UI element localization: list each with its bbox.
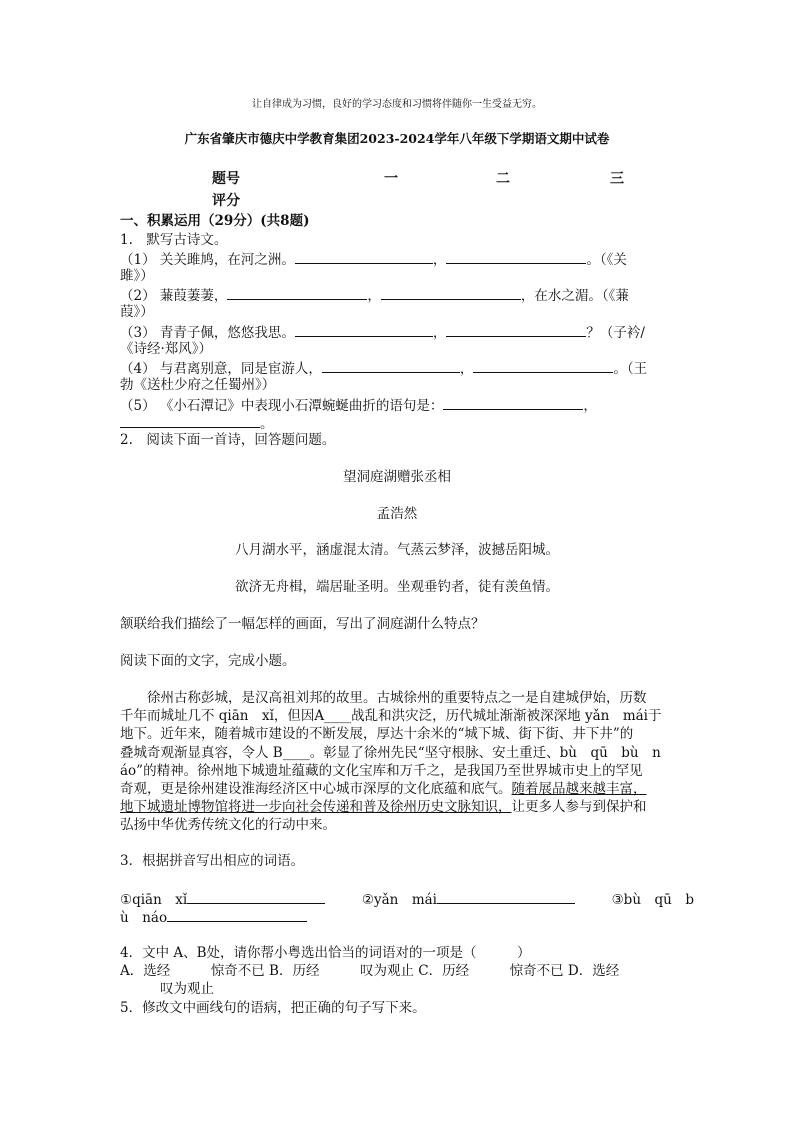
q1-item-5: （5） 《小石潭记》中表现小石潭蜿蜒曲折的语句是： ， <box>120 395 597 415</box>
answer-blank[interactable] <box>381 285 521 300</box>
passage-line: áo”的精神。徐州地下城遗址蕴藏的文化宝库和万千之，是我国乃至世界城市史上的罕见 <box>120 762 643 779</box>
answer-blank[interactable] <box>295 249 433 264</box>
q4-options: A．选经 惊奇不已 B．历经 叹为观止 C．历经 惊奇不已 D．选经 <box>120 963 620 979</box>
q3-items: ①qiān xǐ ②yǎn mái ③bù qū b <box>120 889 694 909</box>
score-row-label-2: 评分 <box>212 193 240 209</box>
answer-blank[interactable] <box>295 322 433 337</box>
q1-item-3: （3） 青青子佩，悠悠我思。 ， ？（子衿/ <box>120 322 645 342</box>
q1-item-1: （1） 关关雎鸠，在河之洲。 ， 。（《关 <box>120 249 627 269</box>
q1-item-2: （2） 蒹葭萋萋， ， ，在水之湄。（《蒹 <box>120 285 629 305</box>
score-col-2: 二 <box>496 171 510 187</box>
passage-line: 地下城遗址博物馆将进一步向社会传递和普及徐州历史文脉知识，让更多人参与到保护和 <box>120 799 647 816</box>
q2-stem: 2. 阅读下面一首诗，回答题问题。 <box>120 432 336 448</box>
answer-blank[interactable] <box>443 395 583 410</box>
poem-author: 孟浩然 <box>376 506 418 522</box>
q4-stem: 4．文中 A、B处，请你帮小粤选出恰当的词语对的一项是（ ） <box>120 945 531 961</box>
q1-item-3-cont: 《诗经·郑风》） <box>120 341 213 357</box>
score-row-label: 题号 <box>212 171 240 187</box>
motto: 让自律成为习惯，良好的学习态度和习惯将伴随你一生受益无穷。 <box>252 99 542 110</box>
q5-stem: 5．修改文中画线句的语病，把正确的句子写下来。 <box>120 1000 426 1016</box>
q1-item-4-cont: 勃《送杜少府之任蜀州》） <box>120 377 276 393</box>
passage-line: 徐州古称彭城，是汉高祖刘邦的故里。古城徐州的重要特点之一是自建城伊始，历数 <box>120 690 647 706</box>
poem-line-2: 欲济无舟楫，端居耻圣明。坐观垂钓者，徒有羡鱼情。 <box>235 579 559 595</box>
reading-intro: 阅读下面的文字，完成小题。 <box>120 653 296 669</box>
underlined-sentence: 随着展品越来越丰富， <box>511 781 647 798</box>
q4-options-cont: 叹为观止 <box>160 981 214 997</box>
q1-stem: 1. 默写古诗文。 <box>120 232 228 248</box>
answer-blank[interactable] <box>120 413 260 428</box>
poem-line-1: 八月湖水平，涵虚混太清。气蒸云梦泽，波撼岳阳城。 <box>235 542 559 558</box>
q3-stem: 3．根据拼音写出相应的词语。 <box>120 853 305 869</box>
q1-item-4: （4） 与君离别意，同是宦游人， ， 。（王 <box>120 358 647 378</box>
answer-blank[interactable] <box>227 285 367 300</box>
poem-title: 望洞庭湖赠张丞相 <box>343 469 451 485</box>
passage-line: 叠城奇观渐显真容，令人 B____。彰显了徐州先民“坚守根脉、安土重迁、bù qū bù n <box>120 744 661 761</box>
answer-blank[interactable] <box>473 358 613 373</box>
answer-blank[interactable] <box>322 358 460 373</box>
passage-line: 弘扬中华优秀传统文化的行动中来。 <box>120 817 336 834</box>
answer-blank[interactable] <box>446 249 586 264</box>
answer-blank[interactable] <box>446 322 586 337</box>
q1-item-1-cont: 雎》） <box>120 268 154 284</box>
answer-blank[interactable] <box>167 907 307 922</box>
q1-item-2-cont: 葭》） <box>120 304 154 320</box>
answer-blank[interactable] <box>437 889 575 904</box>
reading-passage <box>120 689 676 835</box>
passage-line: 千年而城址几不 qiān xǐ，但因A____战乱和洪灾泛，历代城址渐渐被深深地 yǎn mái于 <box>120 708 662 725</box>
q3-items-cont: ù náo <box>120 907 307 927</box>
score-col-3: 三 <box>610 171 624 187</box>
q2-question: 颔联给我们描绘了一幅怎样的画面，写出了洞庭湖什么特点？ <box>120 616 485 632</box>
exam-title: 广东省肇庆市德庆中学教育集团2023-2024学年八年级下学期语文期中试卷 <box>184 131 610 146</box>
underlined-sentence: 地下城遗址博物馆将进一步向社会传递和普及徐州历史文脉知识， <box>120 799 512 816</box>
answer-blank[interactable] <box>187 889 325 904</box>
passage-line: 奇观，更是徐州建设淮海经济区中心城市深厚的文化底蕴和底气。随着展品越来越丰富， <box>120 781 647 798</box>
score-col-1: 一 <box>384 171 398 187</box>
q1-item-5-cont: 。 <box>120 413 274 433</box>
passage-line: 地下。近年来，随着城市建设的不断发展，厚达十余米的“城下城、街下街、井下井”的 <box>120 726 634 743</box>
section-heading: 一、积累运用（29分）(共8题) <box>120 213 310 229</box>
